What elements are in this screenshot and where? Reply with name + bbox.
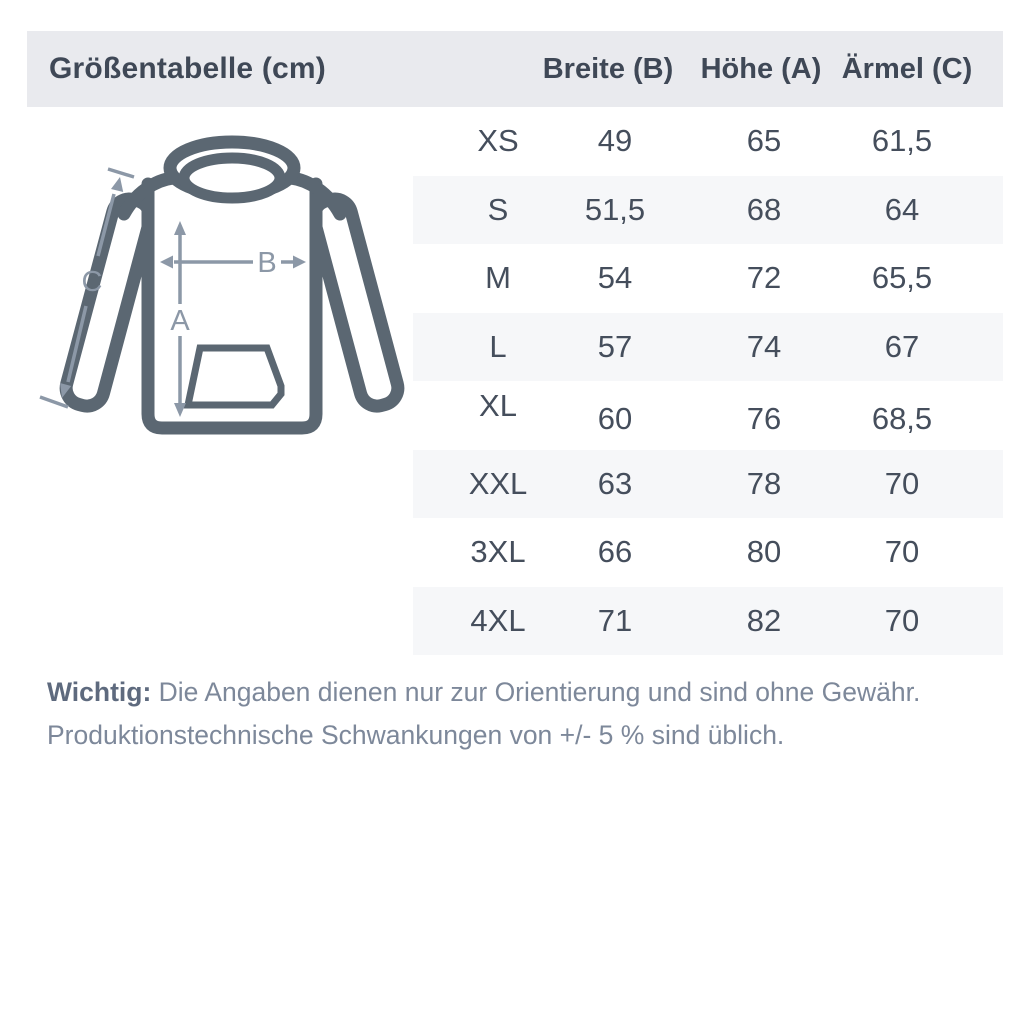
table-row-3xl (413, 518, 1003, 587)
size-cell: 3XL (470, 534, 526, 570)
disclaimer-label: Wichtig: (47, 677, 152, 707)
table-row-l (413, 313, 1003, 382)
table-row-m (413, 244, 1003, 313)
table-row-s (413, 176, 1003, 245)
hoehe-cell: 72 (746, 260, 782, 296)
size-cell: XL (479, 388, 517, 424)
size-cell: L (489, 328, 507, 364)
hoehe-cell: 74 (746, 328, 782, 364)
breite-cell: 51,5 (584, 191, 646, 227)
hoehe-cell: 80 (746, 534, 782, 570)
column-header-hoehe: Höhe (A) (700, 52, 822, 85)
dimension-label-width: B (257, 247, 277, 279)
dimension-label-height: A (170, 305, 190, 337)
dimension-label-sleeve: C (81, 266, 103, 298)
aermel-cell: 61,5 (871, 123, 933, 159)
table-header-band (27, 31, 1003, 107)
column-header-breite: Breite (B) (542, 52, 674, 85)
aermel-cell: 70 (884, 534, 920, 570)
breite-cell: 60 (597, 401, 633, 437)
hoehe-cell: 82 (746, 602, 782, 638)
hoehe-cell: 65 (746, 123, 782, 159)
breite-cell: 63 (597, 465, 633, 501)
aermel-cell: 65,5 (871, 260, 933, 296)
hoodie-pocket (188, 348, 281, 405)
aermel-cell: 68,5 (871, 401, 933, 437)
table-row-xxl (413, 450, 1003, 519)
aermel-cell: 64 (884, 191, 920, 227)
hoodie-hood-inner (184, 158, 280, 198)
size-cell: 4XL (470, 602, 526, 638)
disclaimer-line-2: Produktionstechnische Schwankungen von +/- 5 % sind üblich. (47, 720, 785, 750)
size-cell: S (487, 191, 509, 227)
page-title: Größentabelle (cm) (49, 52, 326, 85)
table-row-4xl (413, 587, 1003, 656)
size-cell: XXL (468, 465, 528, 501)
table-row-xs (413, 107, 1003, 176)
aermel-cell: 67 (884, 328, 920, 364)
disclaimer-text-1: Die Angaben dienen nur zur Orientierung und sind ohne Gewähr. (158, 677, 921, 707)
breite-cell: 71 (597, 602, 633, 638)
hoehe-cell: 68 (746, 191, 782, 227)
hoehe-cell: 78 (746, 465, 782, 501)
hoehe-cell: 76 (746, 401, 782, 437)
breite-cell: 49 (597, 123, 633, 159)
size-cell: M (485, 260, 511, 296)
aermel-cell: 70 (884, 602, 920, 638)
aermel-cell: 70 (884, 465, 920, 501)
hoodie-measurement-diagram (30, 120, 430, 460)
column-header-aermel: Ärmel (C) (841, 52, 973, 85)
disclaimer-note (47, 671, 977, 757)
size-table (413, 107, 1003, 655)
table-row-xl (413, 381, 1003, 450)
breite-cell: 57 (597, 328, 633, 364)
breite-cell: 54 (597, 260, 633, 296)
size-cell: XS (477, 123, 519, 159)
disclaimer-line-1 (47, 671, 977, 714)
breite-cell: 66 (597, 534, 633, 570)
